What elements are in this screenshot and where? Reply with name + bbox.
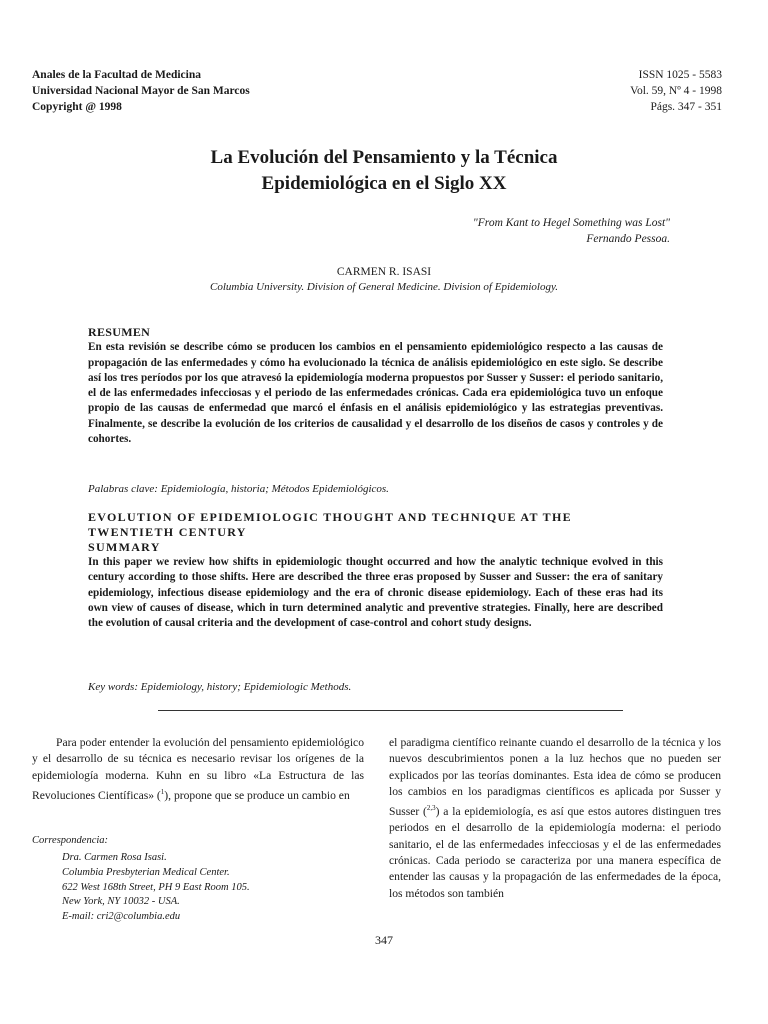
citation-ref: 1	[160, 787, 165, 796]
body-right-text-end: ) a la epidemiología, es así que estos autores distinguen tres periodos en el desarrollo de la epidemiología moderna: el periodo sanitario, el de las enfermedades infecciosas y el de las enfermedades crónicas. Cada periodo se caracteriza por una manera específica de entender las causas y la propagación de las enfermedades de la época, los métodos son también	[389, 805, 721, 900]
issn: ISSN 1025 - 5583	[638, 69, 722, 81]
copyright-line: Copyright @ 1998	[32, 101, 122, 113]
summary-keywords: Key words: Epidemiology, history; Epidemiologic Methods.	[88, 681, 352, 693]
body-right-text: el paradigma científico reinante cuando el desarrollo de la técnica y los nuevos descubrimientos ponen a la luz hechos que no pueden ser explicados por las teorías dominantes. Esta idea de cómo se producen los cambios en los paradigmas científicos es aplicada por Susser y Susser (	[389, 736, 721, 819]
page-number: 347	[375, 933, 393, 947]
correspondence-city: New York, NY 10032 - USA.	[62, 896, 180, 908]
university-name: Universidad Nacional Mayor de San Marcos	[32, 85, 250, 97]
author-name: CARMEN R. ISASI	[336, 266, 432, 278]
journal-name: Anales de la Facultad de Medicina	[32, 69, 201, 81]
body-left-text-end: ), propone que se produce un cambio en	[164, 788, 350, 802]
correspondence-block	[62, 851, 250, 925]
correspondence-name: Dra. Carmen Rosa Isasi.	[62, 852, 167, 863]
citation-ref: 2,3	[426, 804, 436, 813]
epigraph	[473, 215, 670, 247]
correspondence-institution: Columbia Presbyterian Medical Center.	[62, 866, 230, 878]
epigraph-quote: "From Kant to Hegel Something was Lost"	[472, 217, 670, 229]
resumen-text: En esta revisión se describe cómo se producen los cambios en el pensamiento epidemiológico respecto a las causas de propagación de las enfermedades y cómo ha evolucionado la técnica de análisis epidemiológico en este siglo. Se describe así los tres períodos por los que atravesó la epidemiología moderna propuestos por Susser y Susser: el periodo sanitario, el de las enfermedades infecciosas y el periodo de las enfermedades crónicas. Cada era epidemiológica tuvo un enfoque propio de las causas de enfermedad que marcó el énfasis en el análisis epidemiológico y las estrategias preventivas. Finalmente, se describe la evolución de los criterios de causalidad y el desarrollo de los diseños de casos y controles y de cohortes.	[88, 341, 663, 446]
correspondence-email: E-mail: cri2@columbia.edu	[62, 911, 181, 923]
body-paragraph-right	[389, 735, 721, 902]
english-title-line-1: EVOLUTION OF EPIDEMIOLOGIC THOUGHT AND TECHNIQUE AT THE	[88, 510, 572, 524]
correspondence-street: 622 West 168th Street, PH 9 East Room 105.	[62, 881, 250, 893]
article-title	[0, 145, 768, 197]
summary-text: In this paper we review how shifts in epidemiologic thought occurred and how the analytic technique evolved in this century according to those shifts. Here are described the three eras proposed by Susser and Susser: the era of sanitary epidemiology, infectious disease epidemiology and the era of chronic disease epidemiology. Each of these eras had its own view of causes of disease, which in turn determined analytic and preventive strategies. Finally, here are described the evolution of causal criteria and the development of case-control and cohort study designs.	[88, 556, 663, 630]
pages: Págs. 347 - 351	[650, 101, 722, 113]
resumen-section	[88, 325, 663, 447]
body-paragraph-left	[32, 735, 364, 804]
body-right-column	[389, 735, 721, 902]
volume: Vol. 59, Nº 4 - 1998	[630, 85, 722, 97]
issue-info	[630, 67, 722, 115]
english-title-line-2: TWENTIETH CENTURY	[88, 525, 247, 539]
summary-section	[88, 510, 663, 631]
resumen-keywords: Palabras clave: Epidemiología, historia; Métodos Epidemiológicos.	[88, 483, 389, 495]
body-left-text: Para poder entender la evolución del pensamiento epidemiológico y el desarrollo de su técnica es necesario revisar los orígenes de la epidemiología moderna. Kuhn en su libro «La Estructura de las Revoluciones Científicas» (	[32, 736, 364, 802]
title-line-2: Epidemiológica en el Siglo XX	[261, 173, 507, 194]
section-divider	[158, 710, 623, 711]
journal-header	[32, 67, 250, 115]
resumen-heading: RESUMEN	[88, 325, 151, 339]
correspondence-label: Correspondencia:	[32, 835, 109, 846]
title-line-1: La Evolución del Pensamiento y la Técnica	[210, 147, 558, 168]
body-left-column	[32, 735, 364, 804]
author-affiliation: Columbia University. Division of General Medicine. Division of Epidemiology.	[210, 281, 558, 293]
summary-heading: SUMMARY	[88, 540, 161, 554]
epigraph-attribution: Fernando Pessoa.	[586, 233, 670, 245]
